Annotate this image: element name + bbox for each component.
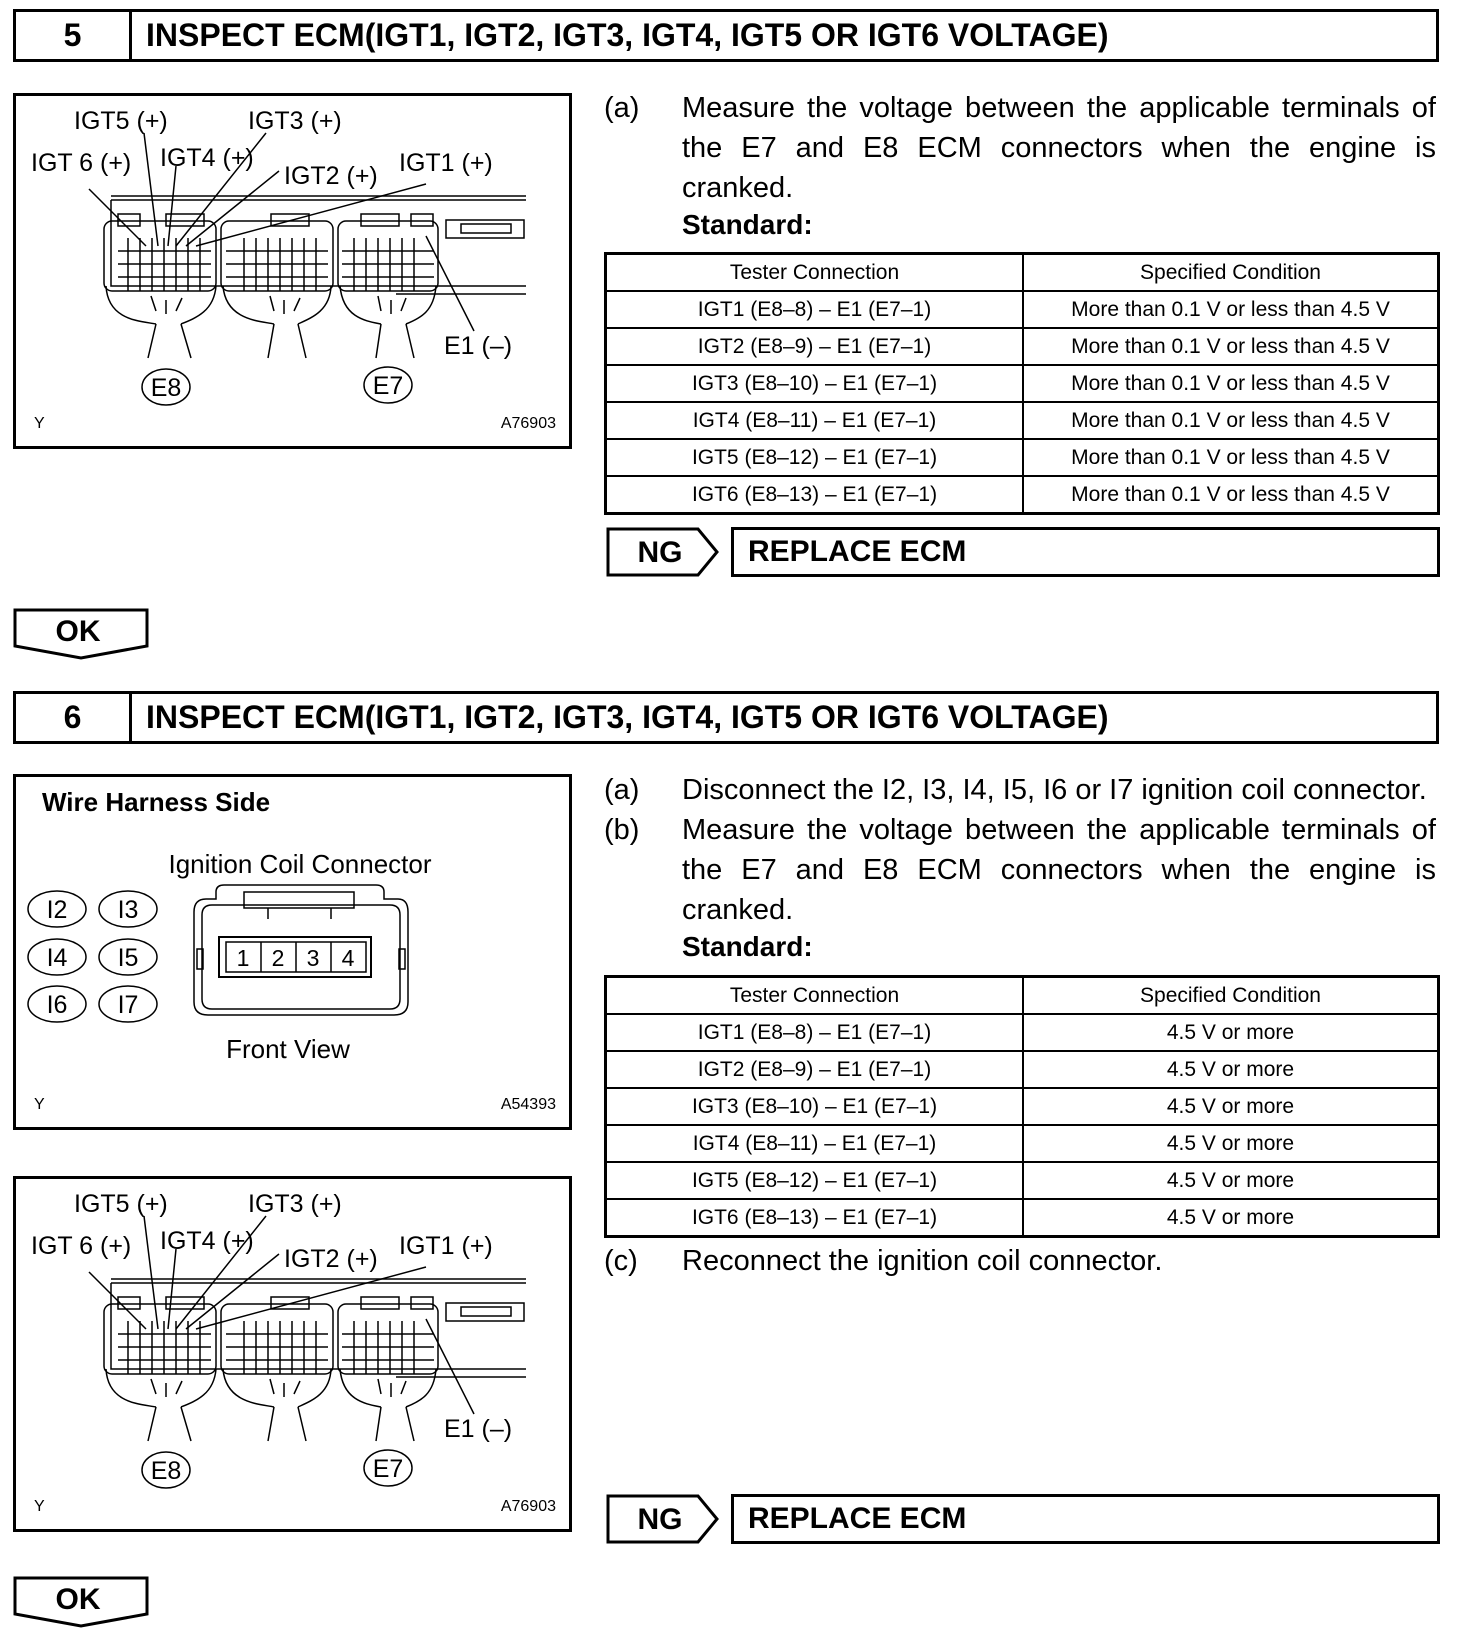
pin-1: 1: [236, 945, 250, 971]
igt5-label: IGT5 (+): [74, 1190, 168, 1218]
igt1-label: IGT1 (+): [399, 149, 493, 177]
igt4-label: IGT4 (+): [160, 1227, 254, 1255]
table-cell: IGT4 (E8–11) – E1 (E7–1): [606, 1125, 1024, 1162]
table-header-row: [606, 254, 1439, 292]
igt6-label: IGT 6 (+): [31, 149, 132, 177]
section-6-header: [13, 691, 1439, 744]
standard-table: [604, 252, 1440, 515]
e8-label: E8: [150, 1457, 182, 1485]
table-row: [606, 365, 1439, 402]
ok-label: OK: [55, 615, 101, 648]
ng-indicator: [606, 1494, 720, 1544]
ecm-connector-diagram: [16, 96, 569, 446]
table-row: [606, 402, 1439, 439]
step-text: Measure the voltage between the applicable terminals of the E7 and E8 ECM connectors when the engine is cranked.: [682, 92, 1436, 204]
table-cell: IGT5 (E8–12) – E1 (E7–1): [606, 439, 1024, 476]
connector-i4: I4: [46, 944, 68, 972]
figure-code: A54393: [500, 1096, 556, 1113]
coil-connector-body: [194, 885, 408, 1015]
connector-label: Ignition Coil Connector: [168, 849, 432, 879]
table-row: [606, 439, 1439, 476]
ignition-coil-diagram: [16, 777, 569, 1127]
ng-arrow-icon: [606, 1494, 720, 1544]
figure-code: A76903: [500, 1498, 556, 1515]
ng-label: NG: [637, 536, 683, 569]
table-cell: IGT6 (E8–13) – E1 (E7–1): [606, 1199, 1024, 1237]
table-cell: More than 0.1 V or less than 4.5 V: [1023, 476, 1439, 514]
table-cell: IGT1 (E8–8) – E1 (E7–1): [606, 291, 1024, 328]
ng-arrow-icon: [606, 527, 720, 577]
ok-arrow-icon: [13, 608, 149, 660]
connector-i2: I2: [46, 896, 68, 924]
section-5-header: [13, 9, 1439, 62]
connector-i7: I7: [117, 991, 139, 1019]
ok-indicator: [13, 608, 149, 660]
figure-corner-mark: Y: [34, 415, 45, 432]
e1-label: E1 (–): [444, 1415, 513, 1443]
step-a: [604, 770, 1436, 810]
pin-3: 3: [306, 945, 320, 971]
table-cell: IGT3 (E8–10) – E1 (E7–1): [606, 365, 1024, 402]
step-c: [604, 1241, 1436, 1281]
step-label: (a): [604, 92, 640, 124]
pin-4: 4: [341, 945, 355, 971]
step-b: [604, 810, 1436, 930]
table-cell: More than 0.1 V or less than 4.5 V: [1023, 328, 1439, 365]
table-cell: More than 0.1 V or less than 4.5 V: [1023, 402, 1439, 439]
figure-corner-mark: Y: [34, 1096, 45, 1113]
igt2-label: IGT2 (+): [284, 1245, 378, 1273]
connector-i6: I6: [46, 991, 68, 1019]
e8-label: E8: [150, 374, 182, 402]
standard-label: Standard:: [682, 209, 813, 240]
table-header: Tester Connection: [606, 254, 1024, 292]
pin-2: 2: [271, 945, 285, 971]
table-cell: 4.5 V or more: [1023, 1125, 1439, 1162]
step-label: (c): [604, 1245, 638, 1277]
table-row: [606, 476, 1439, 514]
table-cell: 4.5 V or more: [1023, 1199, 1439, 1237]
table-cell: More than 0.1 V or less than 4.5 V: [1023, 365, 1439, 402]
step-label: (a): [604, 774, 640, 806]
ecm-connector-figure: [13, 1176, 572, 1532]
front-view-label: Front View: [226, 1034, 350, 1064]
table-row: [606, 1014, 1439, 1051]
section-title: INSPECT ECM(IGT1, IGT2, IGT3, IGT4, IGT5 OR IGT6 VOLTAGE): [146, 699, 1109, 735]
ecm-connector-diagram: [16, 1179, 569, 1529]
table-row: [606, 1125, 1439, 1162]
igt6-label: IGT 6 (+): [31, 1232, 132, 1260]
section-title: INSPECT ECM(IGT1, IGT2, IGT3, IGT4, IGT5 OR IGT6 VOLTAGE): [146, 17, 1109, 53]
ignition-coil-figure: [13, 774, 572, 1130]
standard-label: Standard:: [682, 931, 813, 962]
table-row: [606, 1051, 1439, 1088]
replace-ecm-box: REPLACE ECM: [731, 527, 1440, 577]
table-cell: IGT1 (E8–8) – E1 (E7–1): [606, 1014, 1024, 1051]
igt3-label: IGT3 (+): [248, 1190, 342, 1218]
e7-label: E7: [372, 372, 404, 400]
ecm-connector-figure: [13, 93, 572, 449]
step-text: Measure the voltage between the applicable terminals of the E7 and E8 ECM connectors when the engine is cranked.: [682, 814, 1436, 926]
table-header: Specified Condition: [1023, 977, 1439, 1015]
figure-corner-mark: Y: [34, 1498, 45, 1515]
table-cell: 4.5 V or more: [1023, 1014, 1439, 1051]
table-header-row: [606, 977, 1439, 1015]
figure-code: A76903: [500, 415, 556, 432]
ok-label: OK: [55, 1583, 101, 1616]
table-row: [606, 291, 1439, 328]
connector-i5: I5: [117, 944, 139, 972]
step-label: (b): [604, 814, 640, 846]
table-cell: 4.5 V or more: [1023, 1162, 1439, 1199]
section-number: 6: [16, 694, 132, 741]
igt1-label: IGT1 (+): [399, 1232, 493, 1260]
igt2-label: IGT2 (+): [284, 162, 378, 190]
table-row: [606, 1088, 1439, 1125]
table-header: Tester Connection: [606, 977, 1024, 1015]
e1-label: E1 (–): [444, 332, 513, 360]
table-cell: 4.5 V or more: [1023, 1051, 1439, 1088]
igt4-label: IGT4 (+): [160, 144, 254, 172]
table-cell: IGT6 (E8–13) – E1 (E7–1): [606, 476, 1024, 514]
ok-indicator: [13, 1576, 149, 1628]
step-a: [604, 88, 1436, 208]
section-number: 5: [16, 12, 132, 59]
standard-table: [604, 975, 1440, 1238]
table-cell: IGT5 (E8–12) – E1 (E7–1): [606, 1162, 1024, 1199]
ng-label: NG: [637, 1503, 683, 1536]
igt5-label: IGT5 (+): [74, 107, 168, 135]
step-text: Reconnect the ignition coil connector.: [682, 1245, 1163, 1277]
wire-harness-heading: Wire Harness Side: [42, 787, 271, 817]
ng-indicator: [606, 527, 720, 577]
table-cell: IGT3 (E8–10) – E1 (E7–1): [606, 1088, 1024, 1125]
step-text: Disconnect the I2, I3, I4, I5, I6 or I7 ignition coil connector.: [682, 774, 1427, 806]
e7-label: E7: [372, 1455, 404, 1483]
table-cell: IGT2 (E8–9) – E1 (E7–1): [606, 328, 1024, 365]
table-row: [606, 1199, 1439, 1237]
ok-arrow-icon: [13, 1576, 149, 1628]
table-cell: 4.5 V or more: [1023, 1088, 1439, 1125]
table-cell: IGT2 (E8–9) – E1 (E7–1): [606, 1051, 1024, 1088]
table-cell: IGT4 (E8–11) – E1 (E7–1): [606, 402, 1024, 439]
table-cell: More than 0.1 V or less than 4.5 V: [1023, 439, 1439, 476]
table-row: [606, 1162, 1439, 1199]
table-cell: More than 0.1 V or less than 4.5 V: [1023, 291, 1439, 328]
table-header: Specified Condition: [1023, 254, 1439, 292]
connector-i3: I3: [117, 896, 139, 924]
igt3-label: IGT3 (+): [248, 107, 342, 135]
table-row: [606, 328, 1439, 365]
replace-ecm-box: REPLACE ECM: [731, 1494, 1440, 1544]
